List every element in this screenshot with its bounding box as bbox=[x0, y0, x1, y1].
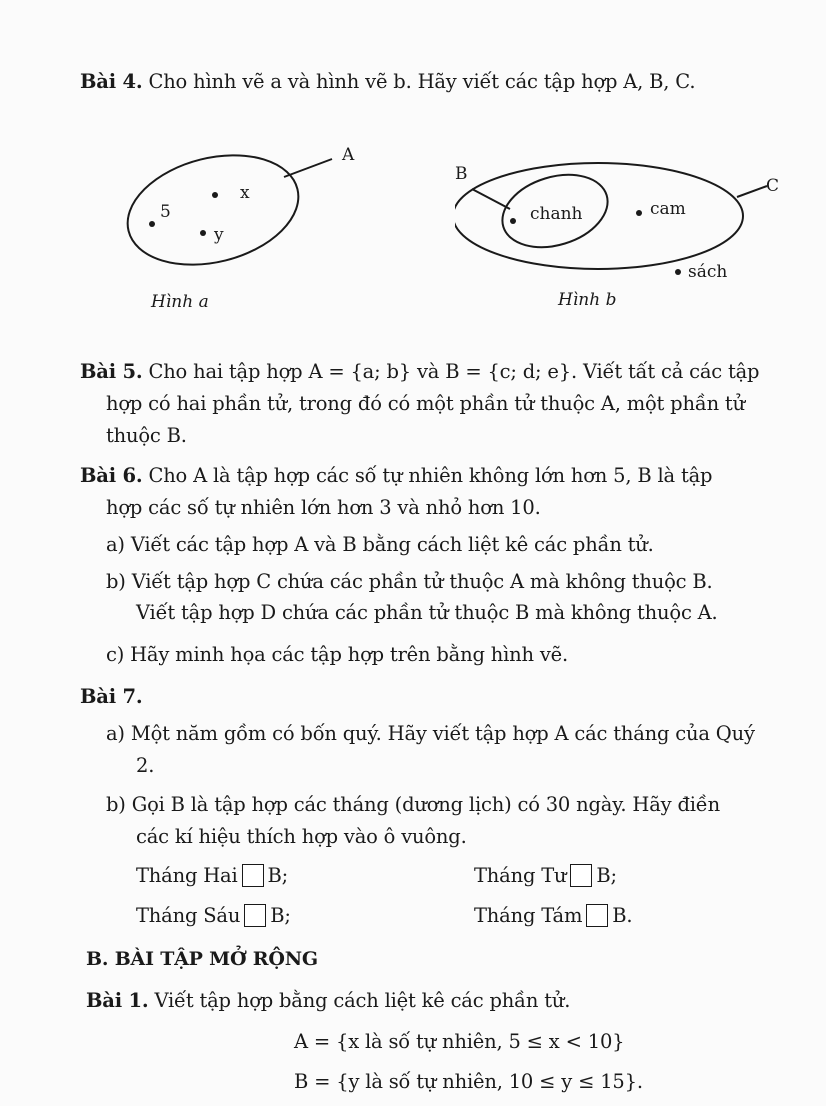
set-c-pointer bbox=[737, 186, 767, 197]
figure-b-caption: Hình b bbox=[558, 290, 617, 310]
exercise-4-text: Cho hình vẽ a và hình vẽ b. Hãy viết các tập hợp A, B, C. bbox=[142, 70, 696, 93]
element-5: 5 bbox=[160, 202, 171, 222]
fill-item-thang-hai bbox=[136, 864, 288, 888]
exercise-7-label bbox=[80, 685, 142, 709]
fill-item-thang-tu bbox=[474, 864, 617, 888]
answer-box-thang-tam[interactable] bbox=[586, 904, 608, 927]
element-x: x bbox=[240, 183, 250, 203]
exercise-7-title: Bài 7. bbox=[80, 685, 143, 708]
suffix-thang-hai: B; bbox=[267, 864, 288, 887]
exercise-6-part-a: a) Viết các tập hợp A và B bằng cách liệt kê các phần tử. bbox=[106, 533, 654, 556]
figure-a-diagram bbox=[110, 135, 370, 285]
answer-box-thang-sau[interactable] bbox=[244, 904, 266, 927]
exercise-b1-label: Bài 1. bbox=[86, 989, 149, 1012]
element-chanh: chanh bbox=[530, 204, 583, 224]
set-b-pointer bbox=[472, 189, 510, 209]
set-a-label: A bbox=[342, 145, 355, 165]
suffix-thang-sau: B; bbox=[270, 904, 291, 927]
exercise-7-part-a-line-2: 2. bbox=[136, 754, 155, 777]
set-a-ellipse bbox=[116, 138, 310, 281]
exercise-6-part-b-line-1: b) Viết tập hợp C chứa các phần tử thuộc A mà không thuộc B. bbox=[106, 570, 713, 593]
figure-b-diagram bbox=[455, 155, 795, 285]
set-b-definition: B = {y là số tự nhiên, 10 ≤ y ≤ 15}. bbox=[294, 1070, 643, 1093]
exercise-6 bbox=[80, 464, 712, 488]
figure-a-caption: Hình a bbox=[151, 292, 209, 312]
exercise-7-part-b-line-1: b) Gọi B là tập hợp các tháng (dương lịch) có 30 ngày. Hãy điền bbox=[106, 793, 720, 816]
exercise-4-label: Bài 4. bbox=[80, 70, 143, 93]
exercise-b1-text: Viết tập hợp bằng cách liệt kê các phần tử. bbox=[148, 989, 571, 1012]
element-y: y bbox=[214, 225, 224, 245]
section-b-heading: B. BÀI TẬP MỞ RỘNG bbox=[86, 948, 318, 970]
element-dot-x bbox=[212, 192, 218, 198]
set-b-label: B bbox=[455, 164, 468, 184]
element-dot-cam bbox=[636, 210, 642, 216]
month-thang-tu: Tháng Tư bbox=[474, 864, 567, 887]
exercise-6-label: Bài 6. bbox=[80, 464, 143, 487]
fill-item-thang-sau bbox=[136, 904, 291, 928]
answer-box-thang-hai[interactable] bbox=[242, 864, 264, 887]
exercise-6-part-b-line-2: Viết tập hợp D chứa các phần tử thuộc B mà không thuộc A. bbox=[136, 601, 718, 624]
exercise-6-line-2: hợp các số tự nhiên lớn hơn 3 và nhỏ hơn 10. bbox=[106, 496, 541, 519]
element-sach: sách bbox=[688, 262, 728, 282]
set-a-definition: A = {x là số tự nhiên, 5 ≤ x < 10} bbox=[294, 1030, 625, 1053]
set-c-ellipse bbox=[455, 163, 743, 269]
element-dot-sach bbox=[675, 269, 681, 275]
fill-item-thang-tam bbox=[474, 904, 632, 928]
exercise-5-label: Bài 5. bbox=[80, 360, 143, 383]
exercise-5-line-3: thuộc B. bbox=[106, 424, 187, 447]
exercise-5 bbox=[80, 360, 759, 384]
month-thang-tam: Tháng Tám bbox=[474, 904, 583, 927]
exercise-4 bbox=[80, 70, 695, 94]
exercise-7-part-a-line-1: a) Một năm gồm có bốn quý. Hãy viết tập hợp A các tháng của Quý bbox=[106, 722, 755, 745]
set-a-pointer bbox=[284, 159, 332, 177]
exercise-5-line-1: Cho hai tập hợp A = {a; b} và B = {c; d; e}. Viết tất cả các tập bbox=[142, 360, 760, 383]
exercise-7-part-b-line-2: các kí hiệu thích hợp vào ô vuông. bbox=[136, 825, 467, 848]
element-dot-chanh bbox=[510, 218, 516, 224]
set-c-label: C bbox=[766, 176, 780, 196]
exercise-6-part-c: c) Hãy minh họa các tập hợp trên bằng hình vẽ. bbox=[106, 643, 568, 666]
element-dot-5 bbox=[149, 221, 155, 227]
element-cam: cam bbox=[650, 199, 686, 219]
exercise-6-line-1: Cho A là tập hợp các số tự nhiên không lớn hơn 5, B là tập bbox=[142, 464, 713, 487]
suffix-thang-tu: B; bbox=[596, 864, 617, 887]
element-dot-y bbox=[200, 230, 206, 236]
exercise-b1 bbox=[86, 989, 570, 1013]
month-thang-hai: Tháng Hai bbox=[136, 864, 238, 887]
suffix-thang-tam: B. bbox=[612, 904, 633, 927]
month-thang-sau: Tháng Sáu bbox=[136, 904, 241, 927]
answer-box-thang-tu[interactable] bbox=[570, 864, 592, 887]
exercise-5-line-2: hợp có hai phần tử, trong đó có một phần tử thuộc A, một phần tử bbox=[106, 392, 745, 415]
